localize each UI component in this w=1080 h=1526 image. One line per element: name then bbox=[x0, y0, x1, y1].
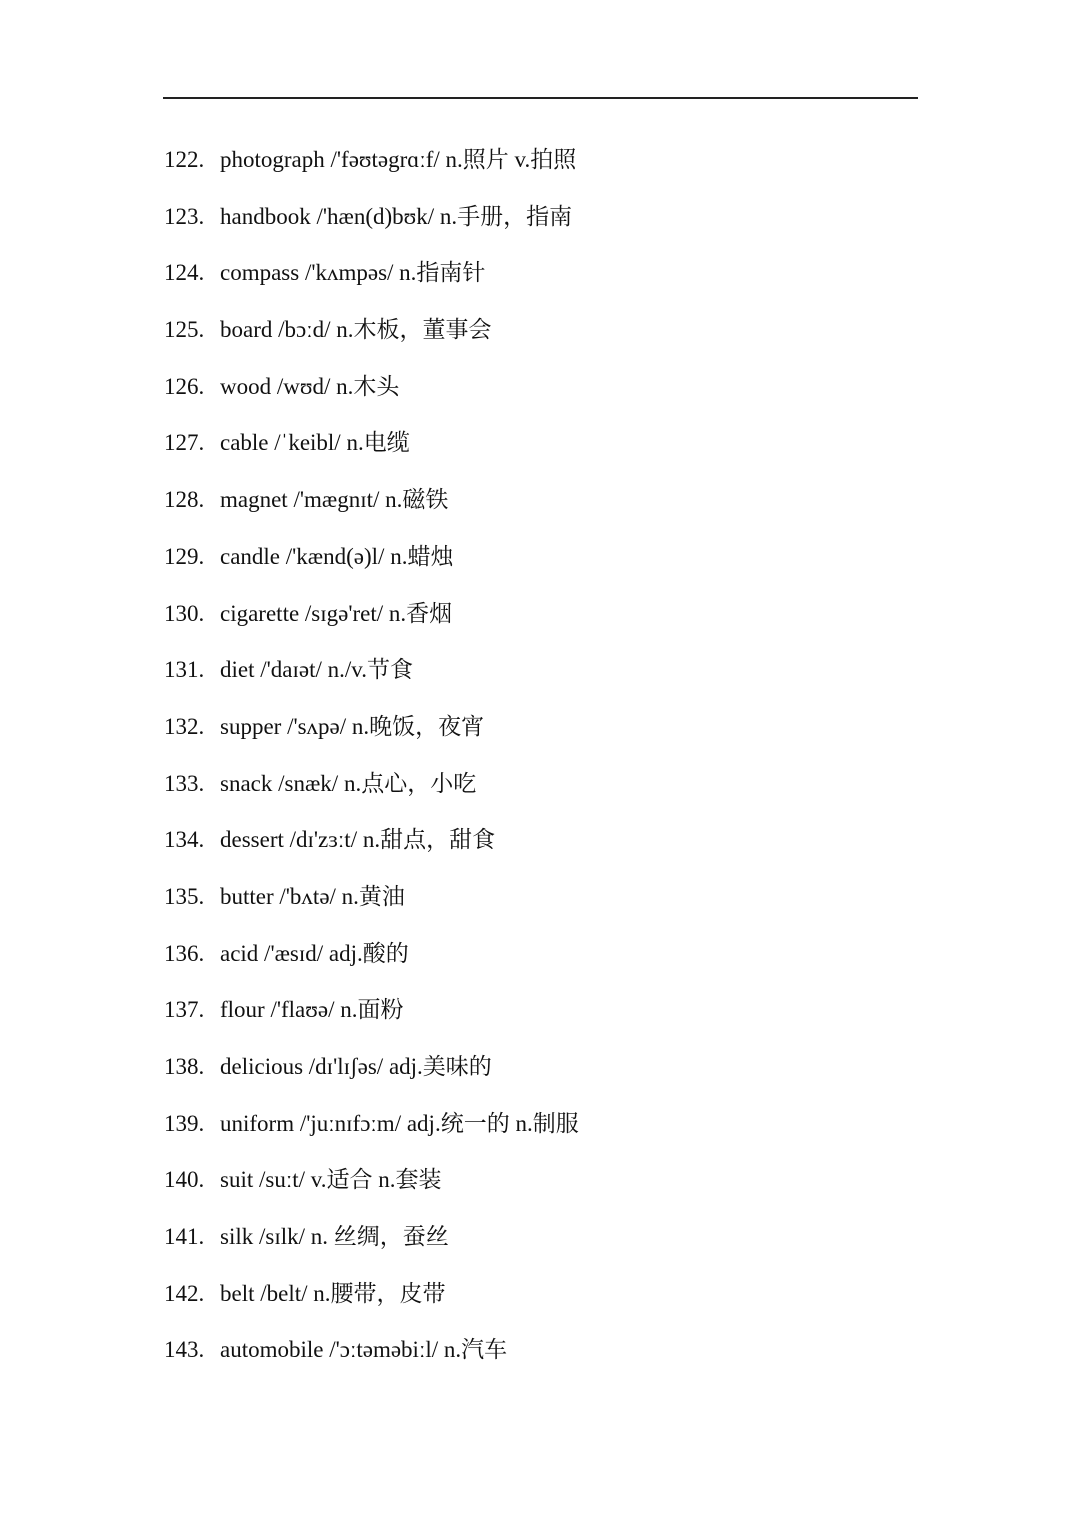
entry-number: 134. bbox=[164, 827, 205, 853]
entry-text: delicious /dɪ'lɪʃəs/ adj.美味的 bbox=[220, 1054, 492, 1079]
vocabulary-entry bbox=[164, 990, 579, 1047]
entry-text: dessert /dɪ'zɜːt/ n.甜点，甜食 bbox=[220, 827, 496, 853]
entry-number: 132. bbox=[164, 713, 205, 739]
vocabulary-entry bbox=[164, 764, 579, 821]
entry-number: 135. bbox=[164, 883, 205, 909]
vocabulary-entry bbox=[164, 1274, 579, 1331]
vocabulary-entry bbox=[164, 934, 579, 991]
vocabulary-entry bbox=[164, 1047, 579, 1104]
entry-text: handbook /'hæn(d)bʊk/ n.手册，指南 bbox=[220, 203, 573, 229]
entry-text: belt /belt/ n.腰带，皮带 bbox=[220, 1280, 446, 1306]
vocabulary-entry bbox=[164, 1104, 579, 1161]
entry-number: 138. bbox=[164, 1054, 205, 1079]
entry-number: 122. bbox=[164, 147, 205, 172]
entry-text: silk /sɪlk/ n. 丝绸，蚕丝 bbox=[220, 1224, 449, 1250]
entry-number: 129. bbox=[164, 543, 205, 569]
entry-text: supper /'sʌpə/ n.晚饭，夜宵 bbox=[220, 713, 485, 739]
entry-text: uniform /'juːnɪfɔːm/ adj.统一的 n.制服 bbox=[220, 1110, 579, 1136]
vocabulary-list bbox=[164, 140, 579, 1387]
vocabulary-entry bbox=[164, 253, 579, 310]
vocabulary-entry bbox=[164, 1160, 579, 1217]
vocabulary-entry bbox=[164, 537, 579, 594]
entry-number: 141. bbox=[164, 1224, 205, 1250]
entry-text: snack /snæk/ n.点心，小吃 bbox=[220, 770, 477, 796]
entry-number: 137. bbox=[164, 997, 205, 1023]
entry-text: automobile /'ɔːtəməbiːl/ n.汽车 bbox=[220, 1337, 508, 1363]
vocabulary-entry bbox=[164, 877, 579, 934]
vocabulary-entry bbox=[164, 197, 579, 254]
entry-text: photograph /'fəʊtəgrɑːf/ n.照片 v.拍照 bbox=[220, 147, 577, 172]
entry-number: 126. bbox=[164, 373, 205, 399]
entry-text: cigarette /sɪgə'ret/ n.香烟 bbox=[220, 600, 453, 626]
vocabulary-entry bbox=[164, 707, 579, 764]
vocabulary-entry bbox=[164, 423, 579, 480]
entry-text: wood /wʊd/ n.木头 bbox=[220, 373, 400, 399]
entry-text: butter /'bʌtə/ n.黄油 bbox=[220, 883, 405, 909]
vocabulary-entry bbox=[164, 310, 579, 367]
entry-number: 133. bbox=[164, 770, 205, 796]
entry-text: suit /suːt/ v.适合 n.套装 bbox=[220, 1167, 442, 1193]
vocabulary-entry bbox=[164, 480, 579, 537]
entry-number: 123. bbox=[164, 203, 205, 229]
entry-number: 124. bbox=[164, 260, 205, 286]
entry-number: 136. bbox=[164, 940, 205, 966]
entry-text: flour /'flaʊə/ n.面粉 bbox=[220, 997, 404, 1023]
entry-text: diet /'daɪət/ n./v.节食 bbox=[220, 657, 414, 683]
entry-number: 143. bbox=[164, 1337, 205, 1363]
vocabulary-entry bbox=[164, 650, 579, 707]
entry-number: 140. bbox=[164, 1167, 205, 1193]
entry-number: 130. bbox=[164, 600, 205, 626]
header-rule bbox=[163, 97, 918, 99]
vocabulary-entry bbox=[164, 1330, 579, 1387]
entry-number: 125. bbox=[164, 317, 205, 343]
entry-number: 142. bbox=[164, 1280, 205, 1306]
vocabulary-entry bbox=[164, 594, 579, 651]
entry-text: cable /ˈkeibl/ n.电缆 bbox=[220, 430, 410, 456]
entry-number: 128. bbox=[164, 487, 205, 513]
entry-number: 131. bbox=[164, 657, 205, 683]
entry-number: 139. bbox=[164, 1110, 205, 1136]
vocabulary-entry bbox=[164, 367, 579, 424]
vocabulary-entry bbox=[164, 1217, 579, 1274]
entry-text: board /bɔːd/ n.木板，董事会 bbox=[220, 317, 492, 343]
entry-text: acid /'æsɪd/ adj.酸的 bbox=[220, 940, 409, 966]
vocabulary-entry bbox=[164, 820, 579, 877]
entry-text: magnet /'mægnɪt/ n.磁铁 bbox=[220, 487, 449, 513]
entry-text: candle /'kænd(ə)l/ n.蜡烛 bbox=[220, 543, 454, 569]
entry-text: compass /'kʌmpəs/ n.指南针 bbox=[220, 260, 486, 286]
entry-number: 127. bbox=[164, 430, 205, 456]
vocabulary-entry bbox=[164, 140, 579, 197]
